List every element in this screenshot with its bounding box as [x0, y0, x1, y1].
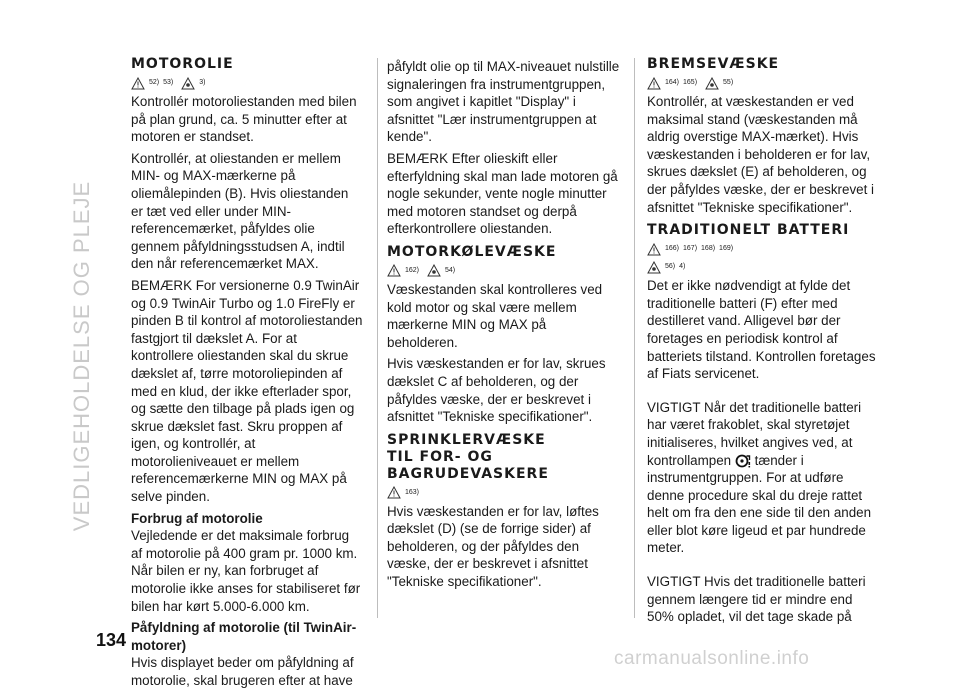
column-2: [387, 58, 620, 595]
warning-triangle-icon: [647, 77, 661, 90]
paragraph-important: VIGTIGT Hvis det traditionelle batteri gennem længere tid er mindre end 50% opladet, vil det tage skade på: [647, 574, 866, 625]
watermark-logo: carmanualsonline.info: [614, 648, 810, 669]
reference-marks: [387, 485, 620, 501]
paragraph: Hvis væskestanden er for lav, løftes dækslet (D) (se de forrige sider) af beholderen, og der påfyldes den væske, der er beskrevet i afsnittet "Tekniske specifikationer".: [387, 503, 599, 590]
paragraph: Det er ikke nødvendigt at fylde det traditionelle batteri (F) efter med destilleret vand. Alligevel bør der foretages en periodisk kontrol af batteriets tilstand. Kontrollen foretages af Fiats servicenet.: [647, 278, 876, 382]
warning-triangle-icon: [387, 264, 401, 277]
reference-marks: [131, 75, 363, 91]
paragraph: BEMÆRK For versionerne 0.9 TwinAir og 0.9 TwinAir Turbo og 1.0 FireFly er pinden B til kontrol af motoroliestanden fastgjort til dækslet A. For at kontrollere oliestanden skal du skrue dækslet af, tørre motoroliepinden af med en klud, der ikke efterlader spor, og sætte den tilbage på plads igen og skrue dækslet fast. Skru proppen af igen, og kontrollér, at motorolieniveauet er mellem referencemærkerne MIN og MAX på selve pinden.: [131, 277, 363, 505]
paragraph-text: VIGTIGT Når det traditionelle batteri har været frakoblet, skal styretøjet initialiseres, hvilket angives ved, at kontrollampen: [647, 399, 862, 468]
reference-number: 52): [149, 79, 160, 87]
paragraph: påfyldt olie op til MAX-niveauet nulstille signaleringen fra instrumentgruppen, som angivet i kapitlet "Display" i afsnittet "Lær instrumentgruppen at kende".: [387, 59, 620, 145]
warning-triangle-icon: [387, 486, 401, 499]
paragraph: Kontrollér motoroliestanden med bilen på plan grund, ca. 5 minutter efter at motoren er standset.: [131, 94, 357, 145]
reference-number: 167): [683, 245, 698, 253]
column-3: [647, 56, 877, 630]
column-1: [131, 56, 363, 694]
note-triangle-icon: [427, 264, 441, 277]
note-triangle-icon: [705, 77, 719, 90]
reference-number: 166): [665, 245, 680, 253]
subheading: Påfyldning af motorolie (til TwinAir-motorer): [131, 620, 357, 653]
reference-number: 53): [163, 79, 174, 87]
reference-marks: [647, 241, 877, 257]
reference-number: 164): [665, 79, 680, 87]
reference-number: 169): [719, 245, 734, 253]
paragraph: Væskestanden skal kontrolleres ved kold motor og skal være mellem mærkerne MIN og MAX på beholderen.: [387, 281, 603, 350]
reference-number: 165): [683, 79, 698, 87]
heading-motorkolevaeske: MOTORKØLEVÆSKE: [387, 243, 557, 260]
section-side-title: VEDLIGEHOLDELSE OG PLEJE: [69, 180, 94, 532]
reference-marks: [387, 263, 620, 279]
page-number: 134: [96, 630, 127, 650]
column-divider: [377, 58, 378, 618]
note-triangle-icon: [647, 261, 661, 274]
heading-line: SPRINKLERVÆSKE: [387, 431, 546, 448]
reference-number: 163): [405, 488, 420, 496]
reference-marks: [647, 259, 877, 275]
reference-marks: [647, 75, 877, 91]
reference-number: 168): [701, 245, 716, 253]
reference-number: 55): [723, 79, 734, 87]
reference-number: 4): [679, 263, 686, 271]
paragraph-text: tænder i instrumentgruppen. For at udføre denne procedure skal du dreje rattet helt om fra den ene side til den anden eller blot køre ligeud et par hundrede meter.: [647, 452, 872, 556]
reference-number: 3): [199, 79, 206, 87]
heading-sprinklervaeske: [387, 432, 620, 483]
paragraph: Hvis væskestanden er for lav, skrues dækslet C af beholderen, og der påfyldes væske, der er beskrevet i afsnittet "Tekniske specifikationer".: [387, 356, 606, 425]
paragraph: Kontrollér, at oliestanden er mellem MIN- og MAX-mærkerne på oliemålepinden (B). Hvis oliestanden er tæt ved eller under MIN-referencemærket, påfyldes olie gennem påfyldningsstudsen A, indtil den når referencemærket MAX.: [131, 150, 349, 272]
note-triangle-icon: [181, 77, 195, 90]
heading-line: BAGRUDEVASKERE: [387, 465, 549, 482]
heading-line: TIL FOR- OG: [387, 448, 493, 465]
heading-traditionelt-batteri: TRADITIONELT BATTERI: [647, 222, 850, 239]
warning-triangle-icon: [131, 77, 145, 90]
paragraph: Hvis displayet beder om påfyldning af motorolie, skal brugeren efter at have: [131, 655, 354, 688]
paragraph: BEMÆRK Efter olieskift eller efterfyldning skal man lade motoren gå nogle sekunder, vente nogle minutter med motoren standset og derpå efterkontrollere oliestanden.: [387, 150, 618, 237]
reference-number: 56): [665, 263, 676, 271]
paragraph-important: [647, 399, 877, 557]
paragraph: Kontrollér, at væskestanden er ved maksimal stand (væskestanden må aldrig overstige MAX-mærket). Hvis væskestanden i beholderen er for lav, skrues dækslet (E) af beholderen, og der påfyldes væske, der er beskrevet i afsnittet "Tekniske specifikationer".: [647, 94, 875, 215]
reference-number: 54): [445, 267, 456, 275]
heading-motorolie: MOTOROLIE: [131, 56, 234, 72]
subheading: Forbrug af motorolie: [131, 510, 263, 526]
steering-warning-lamp-icon: [735, 454, 751, 468]
warning-triangle-icon: [647, 243, 661, 256]
reference-number: 162): [405, 267, 420, 275]
column-divider: [634, 58, 635, 618]
heading-bremsevaeske: BREMSEVÆSKE: [647, 56, 780, 72]
paragraph: Vejledende er det maksimale forbrug af motorolie på 400 gram pr. 1000 km. Når bilen er ny, kan forbruget af motorolie ikke anses for stabiliseret før bilen har kørt 5.000-6.000 km.: [131, 528, 361, 614]
